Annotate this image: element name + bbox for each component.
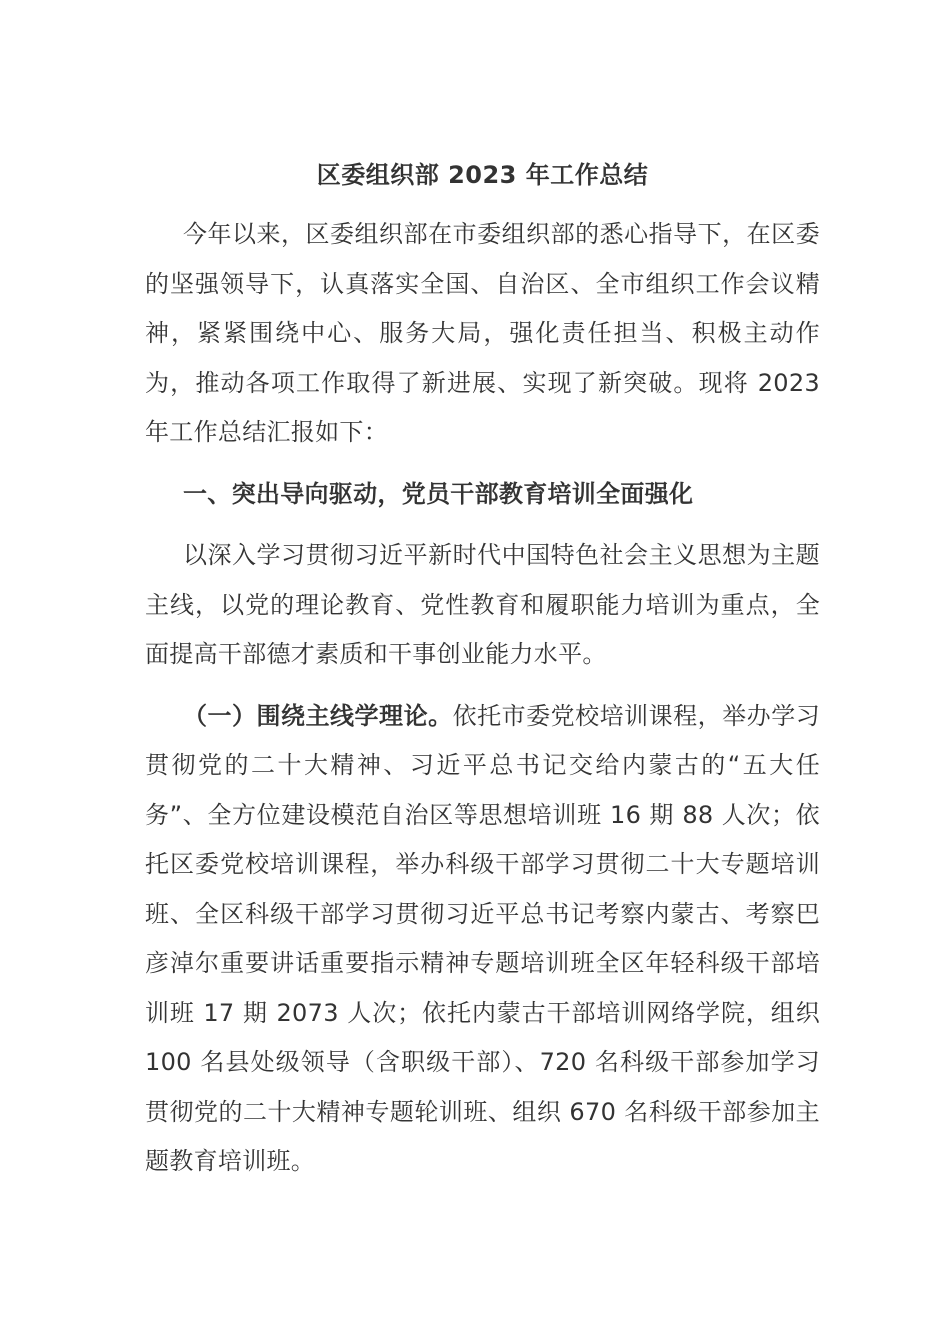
document-page — [145, 150, 820, 1187]
subsection-paragraph — [145, 692, 820, 1187]
subsection-lead: （一）围绕主线学理论。 — [183, 701, 453, 730]
paragraph-spacer — [145, 680, 820, 692]
section-heading: 一、突出导向驱动，党员干部教育培训全面强化 — [183, 479, 694, 508]
subsection-body: 依托市委党校培训课程，举办学习贯彻党的二十大精神、习近平总书记交给内蒙古的“五大任务”、全方位建设模范自治区等思想培训班 16 期 88 人次；依托区委党校培训课程，举办科级干部学习贯彻二十大专题培训班、全区科级干部学习贯彻习近平总书记考察内蒙古、考察巴彦淖尔重要讲话重要指示精神专题培训班全区年轻科级干部培训班 17 期 2073 人次；依托内蒙古干部培训网络学院，组织 100 名县处级领导（含职级干部）、720 名科级干部参加学习贯彻党的二十大精神专题轮训班、组织 670 名科级干部参加主题教育培训班。 — [145, 701, 820, 1175]
document-title: 区委组织部 2023 年工作总结 — [316, 161, 649, 189]
section-summary-paragraph: 以深入学习贯彻习近平新时代中国特色社会主义思想为主题主线，以党的理论教育、党性教育和履职能力培训为重点，全面提高干部德才素质和干事创业能力水平。 — [145, 541, 820, 668]
intro-paragraph: 今年以来，区委组织部在市委组织部的悉心指导下，在区委的坚强领导下，认真落实全国、自治区、全市组织工作会议精神，紧紧围绕中心、服务大局，强化责任担当、积极主动作为，推动各项工作取得了新进展、实现了新突破。现将 2023 年工作总结汇报如下： — [145, 220, 820, 446]
